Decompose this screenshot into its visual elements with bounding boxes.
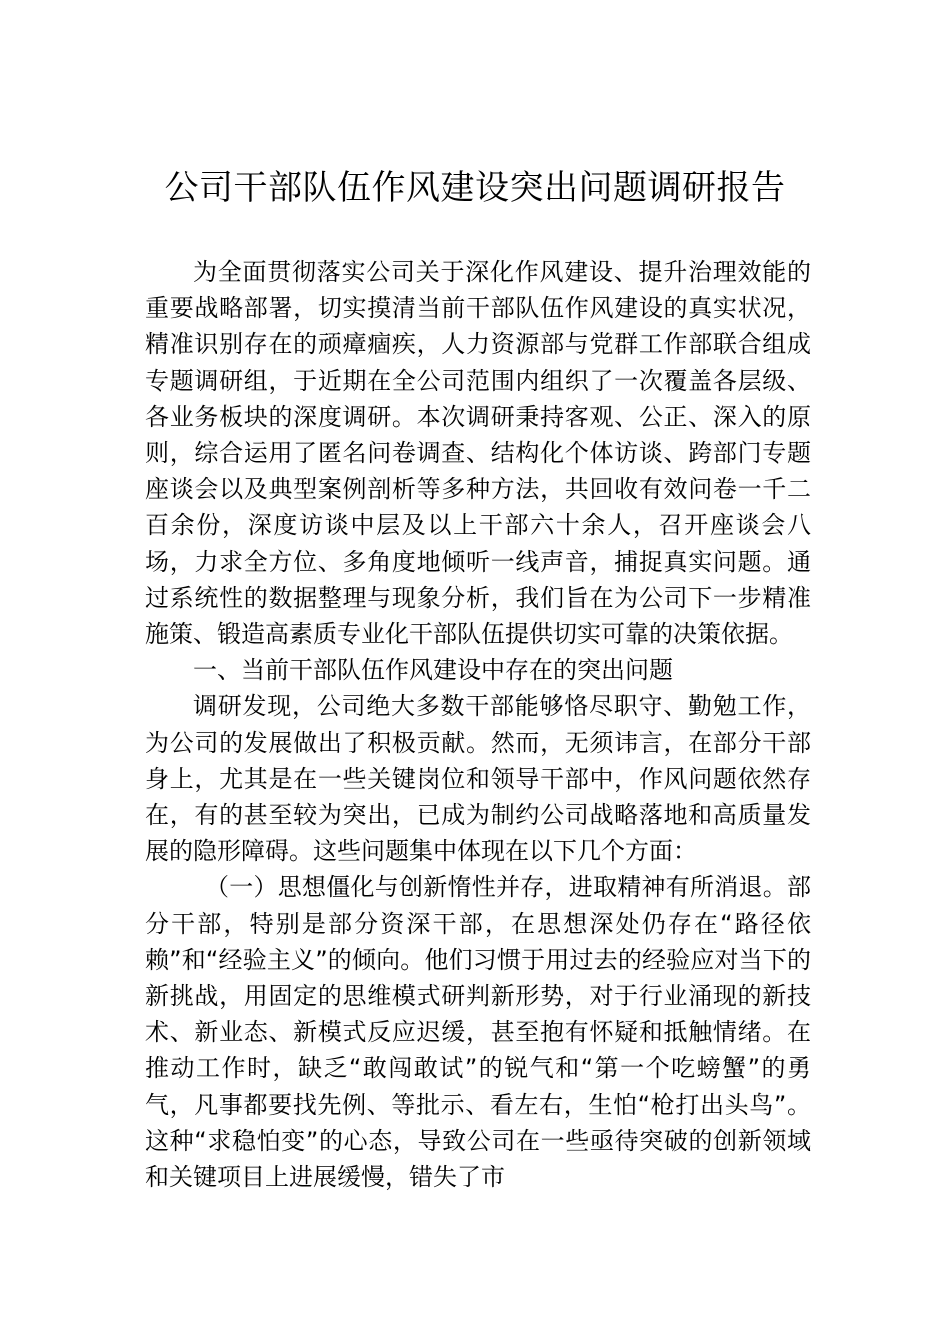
issue-one-paragraph: （一）思想僵化与创新惰性并存，进取精神有所消退。部分干部，特别是部分资深干部，在思想深处仍存在“路径依赖”和“经验主义”的倾向。他们习惯于用过去的经验应对当下的新挑战，用固定的思维模式研判新形势，对于行业涌现的新技术、新业态、新模式反应迟缓，甚至抱有怀疑和抵触情绪。在推动工作时，缺乏“敢闯敢试”的锐气和“第一个吃螃蟹”的勇气，凡事都要找先例、等批示、看左右，生怕“枪打出头鸟”。这种“求稳怕变”的心态，导致公司在一些亟待突破的创新领域和关键项目上进展缓慢，错失了市 bbox=[145, 873, 811, 1192]
findings-paragraph: 调研发现，公司绝大多数干部能够恪尽职守、勤勉工作，为公司的发展做出了积极贡献。然而，无须讳言，在部分干部身上，尤其是在一些关键岗位和领导干部中，作风问题依然存在，有的甚至较为突出，已成为制约公司战略落地和高质量发展的隐形障碍。这些问题集中体现在以下几个方面： bbox=[145, 692, 811, 866]
document-title: 公司干部队伍作风建设突出问题调研报告 bbox=[164, 168, 786, 208]
intro-paragraph: 为全面贯彻落实公司关于深化作风建设、提升治理效能的重要战略部署，切实摸清当前干部队伍作风建设的真实状况，精准识别存在的顽瘴痼疾，人力资源部与党群工作部联合组成专题调研组，于近期在全公司范围内组织了一次覆盖各层级、各业务板块的深度调研。本次调研秉持客观、公正、深入的原则，综合运用了匿名问卷调查、结构化个体访谈、跨部门专题座谈会以及典型案例剖析等多种方法，共回收有效问卷一千二百余份，深度访谈中层及以上干部六十余人，召开座谈会八场，力求全方位、多角度地倾听一线声音，捕捉真实问题。通过系统性的数据整理与现象分析，我们旨在为公司下一步精准施策、锻造高素质专业化干部队伍提供切实可靠的决策依据。 bbox=[145, 258, 811, 649]
section-heading: 一、当前干部队伍作风建设中存在的突出问题 bbox=[193, 656, 673, 685]
document-body bbox=[145, 254, 811, 1195]
